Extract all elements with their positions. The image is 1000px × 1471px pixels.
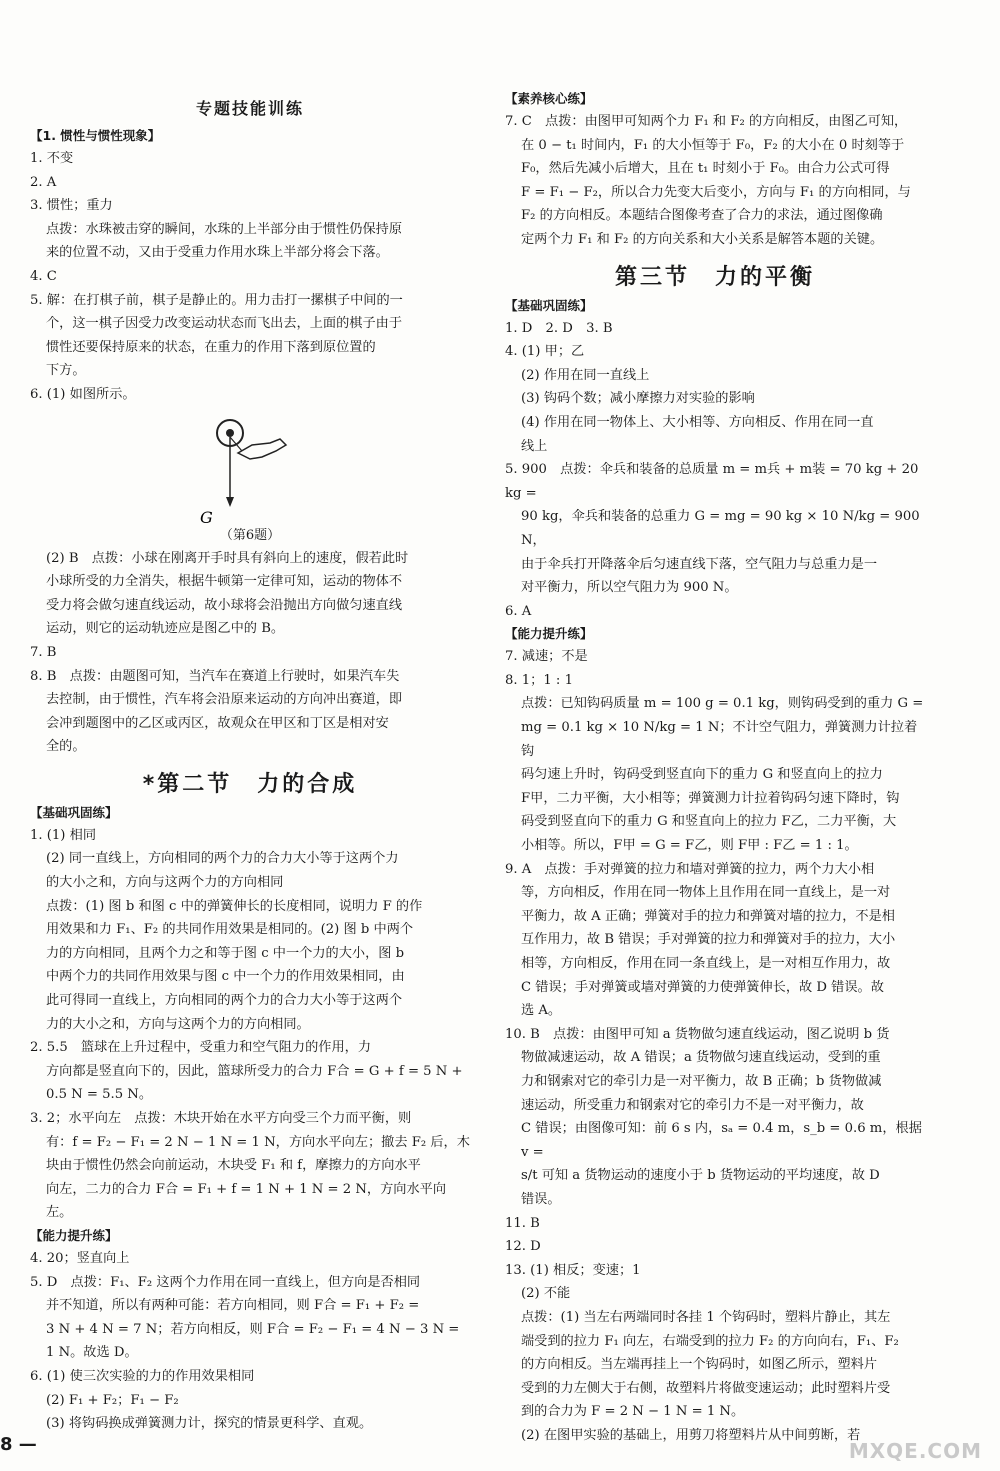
answer-line: C 错误；由图像可知：前 6 s 内，sₐ = 0.4 m，s_b = 0.6 m，根据 v = (521, 1121, 927, 1160)
answer-line: 受到的力左侧大于右侧，故塑料片将做变速运动；此时塑料片受 (521, 1380, 891, 1396)
answer-line: 小相等。所以，F甲 = G = F乙，则 F甲 : F乙 = 1 : 1。 (521, 838, 858, 854)
answer-line: 0.5 N = 5.5 N。 (46, 1087, 153, 1103)
answer-line: 会冲到题图中的乙区或丙区，故观众在甲区和丁区是相对安 (46, 715, 389, 731)
answer-line: 6. (1) 如图所示。 (30, 386, 136, 402)
answer-line: 8. 1；1 : 1 (505, 672, 573, 688)
answer-line: 4. C (30, 268, 57, 284)
answer-line: 1 N。故选 D。 (46, 1345, 138, 1361)
answer-line: (2) 不能 (521, 1286, 571, 1302)
answer-line: 块由于惯性仍然会向前运动，木块受 F₁ 和 f，摩擦力的方向水平 (46, 1158, 421, 1174)
left-column (30, 0, 470, 1436)
answer-line: 5. D 点拨：F₁、F₂ 这两个力作用在同一直线上，但方向是否相同 (30, 1274, 421, 1290)
answer-line: 并不知道，所以有两种可能：若方向相同，则 F合 = F₁ + F₂ = (46, 1298, 420, 1314)
answer-line: 3 N + 4 N = 7 N；若方向相反，则 F合 = F₂ − F₁ = 4 N − 3 N = (46, 1321, 460, 1337)
answer-line: 3. 2；水平向左 点拨：木块开始在水平方向受三个力而平衡，则 (30, 1111, 412, 1126)
answer-line: (2) 在图甲实验的基础上，用剪刀将塑料片从中间剪断，若 (521, 1427, 861, 1443)
answer-line: (4) 作用在同一物体上、大小相等、方向相反、作用在同一直 (521, 414, 874, 430)
answer-line: 受力将会做匀速直线运动，故小球将会沿抛出方向做匀速直线 (46, 597, 403, 613)
answer-line: 去控制，由于惯性，汽车将会沿原来运动的方向冲出赛道，即 (46, 692, 403, 708)
answer-line: (2) B 点拨：小球在刚离开手时具有斜向上的速度，假若此时 (46, 550, 409, 566)
answer-line: 1. D 2. D 3. B (505, 320, 613, 336)
answer-line: F甲，二力平衡，大小相等；弹簧测力计拉着钩码匀速下降时，钩 (521, 790, 900, 806)
answer-line: 9. A 点拨：手对弹簧的拉力和墙对弹簧的拉力，两个力大小相 (505, 861, 875, 877)
section-tag-core: 【素养核心练】 (505, 91, 593, 106)
answer-line: 到的合力为 F = 2 N − 1 N = 1 N。 (521, 1404, 745, 1420)
answer-line: 4. 20；竖直向上 (30, 1250, 130, 1266)
answer-line: 13. (1) 相反；变速；1 (505, 1262, 641, 1278)
answer-line: 1. (1) 相同 (30, 827, 97, 843)
answer-line: 端受到的拉力 F₁ 向左，右端受到的拉力 F₂ 的方向向右，F₁、F₂ (521, 1333, 899, 1349)
answer-line: 错误。 (521, 1191, 561, 1207)
answer-line: 点拨：(1) 图 b 和图 c 中的弹簧伸长的长度相同，说明力 F 的作 (46, 898, 423, 914)
answer-line: 的大小之和，方向与这两个力的方向相同 (46, 875, 284, 891)
answer-line: 点拨：已知钩码质量 m = 100 g = 0.1 kg，则钩码受到的重力 G = (521, 696, 924, 712)
answer-line: 4. (1) 甲；乙 (505, 344, 585, 360)
section-tag-inertia: 【1. 惯性与惯性现象】 (30, 128, 161, 143)
answer-line: 6. (1) 使三次实验的力的作用效果相同 (30, 1368, 255, 1384)
answer-line: F₂ 的方向相反。本题结合图像考查了合力的求法，通过图像确 (521, 208, 883, 224)
answer-line: 码受到竖直向下的重力 G 和竖直向上的拉力 F乙，二力平衡，大 (521, 814, 897, 830)
answer-line: 等，方向相反，作用在同一物体上且作用在同一直线上，是一对 (521, 885, 891, 901)
answer-line: 90 kg，伞兵和装备的总重力 G = mg = 90 kg × 10 N/kg = 900 N， (521, 509, 924, 548)
ball-throw-figure (190, 415, 310, 525)
gravity-arrowhead (226, 497, 234, 507)
answer-line: 全的。 (46, 739, 86, 755)
answer-line: 7. C 点拨：由图甲可知两个力 F₁ 和 F₂ 的方向相反，由图乙可知， (505, 114, 908, 129)
answer-line: 11. B (505, 1215, 540, 1231)
answer-line: (2) F₁ + F₂；F₁ − F₂ (46, 1392, 179, 1408)
answer-line: 速运动，所受重力和钢索对它的牵引力不是一对平衡力，故 (521, 1097, 864, 1113)
answer-line: 由于伞兵打开降落伞后匀速直线下落，空气阻力与总重力是一 (521, 556, 878, 572)
answer-line: 在 0 − t₁ 时间内，F₁ 的大小恒等于 F₀，F₂ 的大小在 0 时刻等于 (521, 137, 905, 153)
figure-caption: （第6题） (219, 527, 281, 543)
answer-line: 8. B 点拨：由题图可知，当汽车在赛道上行驶时，如果汽车失 (30, 668, 400, 684)
answer-line: 6. A (505, 603, 532, 619)
right-column (505, 0, 925, 1447)
special-training-title: 专题技能训练 (195, 99, 304, 118)
answer-line: (3) 将钩码换成弹簧测力计，探究的情景更科学、直观。 (46, 1416, 373, 1432)
answer-line: 的方向相反。当左端再挂上一个钩码时，如图乙所示，塑料片 (521, 1357, 878, 1373)
section-title-composition: *第二节 力的合成 (142, 771, 358, 797)
section-tag-advanced: 【能力提升练】 (30, 1227, 118, 1243)
answer-line: 选 A。 (521, 1003, 562, 1019)
answer-line: mg = 0.1 kg × 10 N/kg = 1 N；不计空气阻力，弹簧测力计拉着钩 (521, 720, 918, 759)
answer-line: 用效果和力 F₁、F₂ 的共同作用效果是相同的。(2) 图 b 中两个 (46, 922, 414, 938)
section-tag-advanced: 【能力提升练】 (505, 626, 593, 642)
answer-line: F₀，然后先减小后增大，且在 t₁ 时刻小于 F₀。由合力公式可得 (521, 161, 890, 177)
answer-line: (2) 同一直线上，方向相同的两个力的合力大小等于这两个力 (46, 851, 399, 867)
answer-line: 运动，则它的运动轨迹应是图乙中的 B。 (46, 621, 285, 637)
velocity-line (230, 437, 242, 451)
answer-line: 惯性还要保持原来的状态，在重力的作用下落到原位置的 (46, 339, 376, 355)
answer-line: 码匀速上升时，钩码受到竖直向下的重力 G 和竖直向上的拉力 (521, 767, 883, 783)
answer-line: 小球所受的力全消失，根据牛顿第一定律可知，运动的物体不 (46, 574, 403, 590)
answer-line: 力的方向相同，且两个力之和等于图 c 中一个力的大小，图 b (46, 945, 405, 961)
answer-line: 5. 900 点拨：伞兵和装备的总质量 m = m兵 + m装 = 70 kg + 20 kg = (505, 462, 923, 501)
answer-line: 向左，二力的合力 F合 = F₁ + f = 1 N + 1 N = 2 N，方向水平向左。 (46, 1181, 447, 1221)
answer-line: 力和钢索对它的牵引力是一对平衡力，故 B 正确；b 货物做减 (521, 1073, 882, 1089)
answer-line: 力的大小之和，方向与这两个力的方向相同。 (46, 1016, 310, 1032)
answer-line: 物做减速运动，故 A 错误；a 货物做匀速直线运动，受到的重 (521, 1050, 881, 1066)
answer-line: 7. B (30, 644, 57, 660)
section-tag-basic: 【基础巩固练】 (505, 297, 593, 313)
ball-throw-diagram (190, 415, 310, 525)
answer-line: s/t 可知 a 货物运动的速度小于 b 货物运动的平均速度，故 D (521, 1168, 880, 1184)
answer-line: 个，这一棋子因受力改变运动状态而飞出去，上面的棋子由于 (46, 316, 403, 332)
answer-line: 10. B 点拨：由图甲可知 a 货物做匀速直线运动，图乙说明 b 货 (505, 1026, 890, 1042)
ball-center (226, 429, 234, 437)
answer-line: 12. D (505, 1239, 541, 1255)
answer-line: 对平衡力，所以空气阻力为 900 N。 (521, 580, 738, 596)
section-tag-basic: 【基础巩固练】 (30, 804, 118, 820)
answer-line: 5. 解：在打棋子前，棋子是静止的。用力击打一摞棋子中间的一 (30, 292, 403, 308)
answer-line: 定两个力 F₁ 和 F₂ 的方向关系和大小关系是解答本题的关键。 (521, 231, 884, 247)
answer-line: 此可得同一直线上，方向相同的两个力的合力大小等于这两个 (46, 993, 403, 1009)
answer-line: 方向都是竖直向下的，因此，篮球所受力的合力 F合 = G + f = 5 N + (46, 1063, 463, 1079)
answer-line: 有：f = F₂ − F₁ = 2 N − 1 N = 1 N，方向水平向左；撤去 F₂ 后，木 (46, 1134, 470, 1150)
answer-line: 点拨：水珠被击穿的瞬间，水珠的上半部分由于惯性仍保持原 (46, 221, 403, 237)
answer-line: 下方。 (46, 363, 86, 379)
answer-line: 点拨：(1) 当左右两端同时各挂 1 个钩码时，塑料片静止，其左 (521, 1309, 891, 1325)
answer-line: 互作用力，故 B 错误；手对弹簧的拉力和弹簧对手的拉力，大小 (521, 932, 896, 948)
answer-line: (3) 钩码个数；减小摩擦力对实验的影响 (521, 391, 755, 407)
answer-line: 7. 减速；不是 (505, 649, 588, 665)
answer-line: 2. A (30, 174, 57, 190)
answer-line: 线上 (521, 438, 548, 454)
gravity-label: G (200, 507, 213, 525)
page-number: 8 — (0, 1434, 37, 1455)
answer-line: C 错误；手对弹簧或墙对弹簧的力使弹簧伸长，故 D 错误。故 (521, 979, 884, 995)
answer-line: (2) 作用在同一直线上 (521, 367, 650, 383)
hand-shape (238, 439, 286, 459)
answer-line: 3. 惯性；重力 (30, 198, 113, 214)
answer-line: 平衡力，故 A 正确；弹簧对手的拉力和弹簧对墙的拉力，不是相 (521, 908, 895, 924)
answer-line: 2. 5.5 篮球在上升过程中，受重力和空气阻力的作用，力 (30, 1040, 372, 1056)
answer-line: 相等，方向相反，作用在同一条直线上，是一对相互作用力，故 (521, 956, 891, 971)
watermark: MXQE.COM (848, 1439, 982, 1463)
answer-line: 中两个力的共同作用效果与图 c 中一个力的作用效果相同，由 (46, 969, 405, 985)
answer-line: 1. 不变 (30, 151, 74, 166)
answer-line: 来的位置不动，又由于受重力作用水珠上半部分将会下落。 (46, 245, 389, 261)
answer-line: F = F₁ − F₂，所以合力先变大后变小，方向与 F₁ 的方向相同，与 (521, 184, 911, 200)
section-title-balance: 第三节 力的平衡 (614, 264, 815, 290)
